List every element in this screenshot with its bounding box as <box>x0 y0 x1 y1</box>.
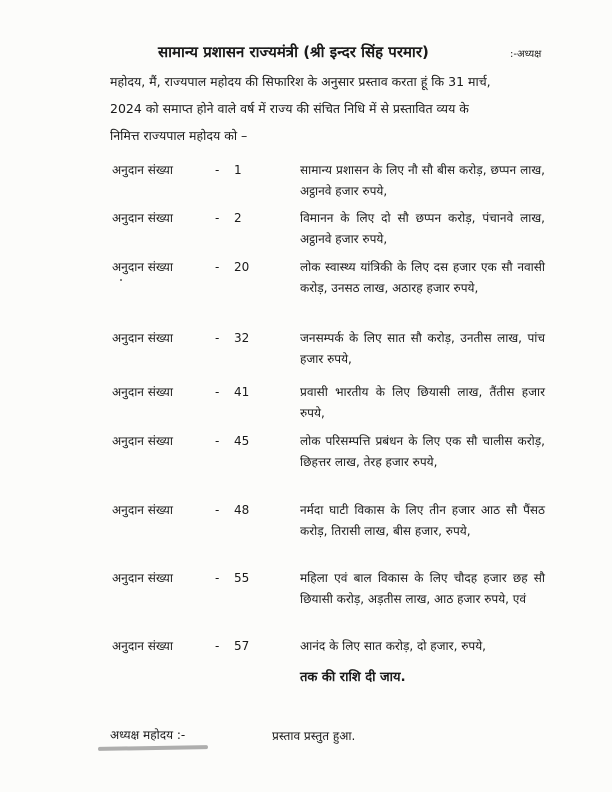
grant-dash: - <box>215 571 220 585</box>
grant-dash: - <box>215 260 220 274</box>
grant-dash: - <box>215 331 220 345</box>
intro-line: निमित्त राज्यपाल महोदय को – <box>110 128 248 143</box>
grant-label: अनुदान संख्या <box>112 434 173 448</box>
speaker-heading: सामान्य प्रशासन राज्यमंत्री (श्री इन्दर सिंह परमार) <box>158 43 429 61</box>
chair-statement: प्रस्ताव प्रस्तुत हुआ. <box>272 729 356 743</box>
chair-speaker: अध्यक्ष महोदय :- <box>110 728 186 742</box>
stray-mark <box>120 279 122 281</box>
grant-number: 20 <box>234 260 250 274</box>
grant-dash: - <box>215 385 220 399</box>
grant-label: अनुदान संख्या <box>112 503 173 517</box>
grant-number: 48 <box>234 503 250 517</box>
grant-text: प्रवासी भारतीय के लिए छियासी लाख, तैंतीस हजार रुपये, <box>300 385 545 420</box>
grant-number: 32 <box>234 331 250 345</box>
grant-text: नर्मदा घाटी विकास के लिए तीन हजार आठ सौ पैंसठ करोड़, तिरासी लाख, बीस हजार, रुपये, <box>300 503 545 538</box>
grant-text: महिला एवं बाल विकास के लिए चौदह हजार छह सौ छियासी करोड़, अड़तीस लाख, आठ हजार रुपये, एवं <box>300 571 545 606</box>
grant-dash: - <box>215 639 220 653</box>
intro-paragraph <box>110 68 560 149</box>
closing-line: तक की राशि दी जाय. <box>300 670 406 685</box>
grant-number: 1 <box>234 163 242 177</box>
grant-number: 45 <box>234 434 250 448</box>
heading-side-note: :-अध्यक्ष <box>510 49 542 60</box>
grant-label: अनुदान संख्या <box>112 211 173 225</box>
grant-number: 57 <box>234 639 250 653</box>
grant-text: जनसम्पर्क के लिए सात सौ करोड़, उनतीस लाख, पांच हजार रुपये, <box>300 331 545 366</box>
grant-number: 55 <box>234 571 250 585</box>
highlight-underline <box>98 745 208 751</box>
grant-dash: - <box>215 211 220 225</box>
grant-label: अनुदान संख्या <box>112 639 173 653</box>
grant-text: लोक परिसम्पत्ति प्रबंधन के लिए एक सौ चालीस करोड़, छिहत्तर लाख, तेरह हजार रुपये, <box>300 434 545 469</box>
grant-label: अनुदान संख्या <box>112 331 173 345</box>
grant-text: विमानन के लिए दो सौ छप्पन करोड़, पंचानवे लाख, अट्ठानवे हजार रुपये, <box>300 211 545 246</box>
grant-number: 41 <box>234 385 250 399</box>
grant-text: सामान्य प्रशासन के लिए नौ सौ बीस करोड़, छप्पन लाख, अट्ठानवे हजार रुपये, <box>300 163 545 198</box>
grant-number: 2 <box>234 211 242 225</box>
grant-text: आनंद के लिए सात करोड़, दो हजार, रुपये, <box>300 639 486 653</box>
grant-dash: - <box>215 503 220 517</box>
grant-dash: - <box>215 434 220 448</box>
grant-dash: - <box>215 163 220 177</box>
intro-line: महोदय, मैं, राज्यपाल महोदय की सिफारिश के अनुसार प्रस्ताव करता हूं कि 31 मार्च, <box>110 74 491 89</box>
grant-label: अनुदान संख्या <box>112 260 173 274</box>
intro-line: 2024 को समाप्त होने वाले वर्ष में राज्य की संचित निधि में से प्रस्तावित व्यय के <box>110 101 469 116</box>
grant-label: अनुदान संख्या <box>112 163 173 177</box>
grant-text: लोक स्वास्थ्य यांत्रिकी के लिए दस हजार एक सौ नवासी करोड़, उनसठ लाख, अठारह हजार रुपये, <box>300 260 545 295</box>
grant-label: अनुदान संख्या <box>112 385 173 399</box>
grant-label: अनुदान संख्या <box>112 571 173 585</box>
